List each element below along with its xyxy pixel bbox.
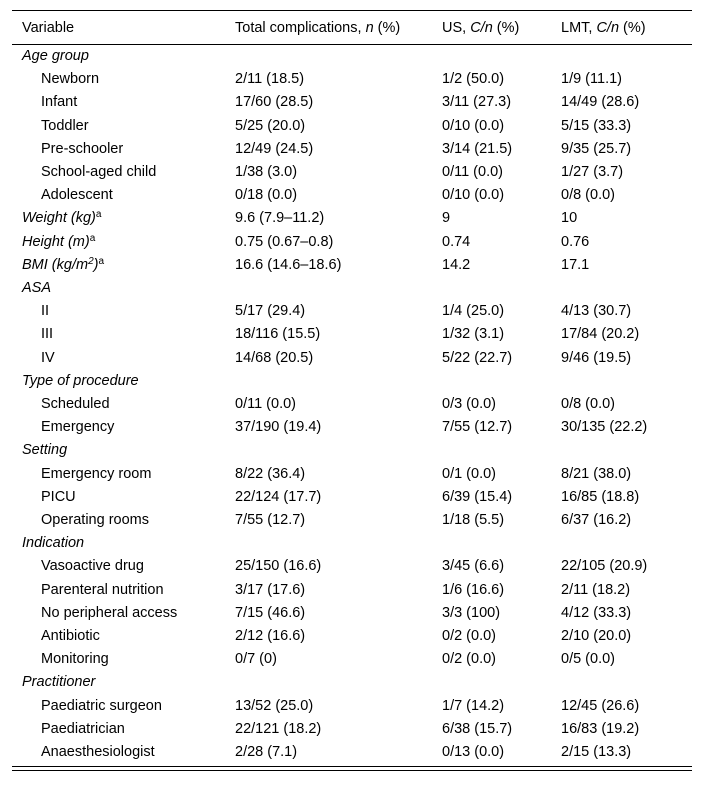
cell-lmt: 4/12 (33.3) [561, 604, 632, 621]
cell-lmt: 14/49 (28.6) [561, 94, 640, 111]
table-row [12, 347, 692, 370]
cell-us: 7/55 (12.7) [442, 419, 513, 436]
row-label: Antibiotic [41, 628, 100, 645]
cell-us: 6/38 (15.7) [442, 720, 513, 737]
row-label: Monitoring [41, 651, 109, 668]
cell-lmt: 2/11 (18.2) [561, 581, 631, 598]
row-label: III [41, 326, 54, 343]
row-label: Toddler [41, 117, 89, 134]
table-row [12, 695, 692, 718]
complications-table-container [12, 10, 692, 771]
row-label: Parenteral nutrition [41, 581, 164, 598]
cell-us: 3/11 (27.3) [442, 94, 512, 111]
row-label: Anaesthesiologist [41, 744, 155, 761]
cell-lmt: 0/8 (0.0) [561, 396, 615, 413]
cell-total: 18/116 (15.5) [235, 326, 321, 343]
cell-lmt: 8/21 (38.0) [561, 465, 632, 482]
cell-total: 37/190 (19.4) [235, 419, 322, 436]
row-label: Newborn [41, 71, 100, 88]
cell-total: 8/22 (36.4) [235, 465, 306, 482]
row-label: Paediatric surgeon [41, 697, 162, 714]
cell-us: 0.74 [442, 233, 471, 250]
cell-total: 7/15 (46.6) [235, 604, 306, 621]
cell-total: 2/12 (16.6) [235, 628, 306, 645]
table-row [12, 300, 692, 323]
complications-table [12, 10, 692, 764]
cell-total: 13/52 (25.0) [235, 697, 314, 714]
cell-total: 9.6 (7.9–11.2) [235, 210, 325, 227]
table-row [12, 486, 692, 509]
cell-total: 2/28 (7.1) [235, 744, 298, 761]
row-label: IV [41, 349, 55, 366]
cell-us: 1/4 (25.0) [442, 303, 505, 320]
cell-total: 14/68 (20.5) [235, 349, 314, 366]
cell-us: 0/2 (0.0) [442, 651, 496, 668]
cell-lmt: 10 [561, 210, 578, 227]
cell-total: 17/60 (28.5) [235, 94, 314, 111]
group-label: Age group [22, 48, 89, 64]
cell-lmt: 0.76 [561, 233, 590, 250]
cell-us: 1/32 (3.1) [442, 326, 505, 343]
cell-lmt: 12/45 (26.6) [561, 697, 640, 714]
cell-total: 25/150 (16.6) [235, 558, 322, 575]
row-label: Pre-schooler [41, 140, 124, 157]
row-label: PICU [41, 488, 76, 505]
cell-total: 1/38 (3.0) [235, 164, 298, 181]
cell-lmt: 30/135 (22.2) [561, 419, 648, 436]
table-row [12, 231, 692, 254]
cell-us: 0/11 (0.0) [442, 164, 503, 181]
group-header-row [12, 277, 692, 300]
cell-lmt: 22/105 (20.9) [561, 558, 648, 575]
cell-lmt: 17/84 (20.2) [561, 326, 640, 343]
cell-lmt: 0/8 (0.0) [561, 187, 615, 204]
table-row [12, 184, 692, 207]
group-header-row [12, 532, 692, 555]
cell-total: 7/55 (12.7) [235, 512, 306, 529]
group-label: Type of procedure [22, 372, 139, 389]
header-total: Total complications, n (%) [235, 11, 442, 45]
table-row [12, 254, 692, 277]
cell-total: 0/18 (0.0) [235, 187, 298, 204]
cell-us: 1/2 (50.0) [442, 71, 505, 88]
cell-total: 0/7 (0) [235, 651, 277, 668]
cell-us: 0/10 (0.0) [442, 187, 505, 204]
row-label: Adolescent [41, 187, 113, 204]
group-label: Setting [22, 442, 68, 459]
table-row [12, 741, 692, 764]
table-body [12, 45, 692, 765]
cell-us: 0/1 (0.0) [442, 465, 496, 482]
cell-total: 0/11 (0.0) [235, 396, 296, 413]
group-header-row [12, 370, 692, 393]
table-row [12, 416, 692, 439]
cell-us: 1/7 (14.2) [442, 697, 505, 714]
cell-lmt: 6/37 (16.2) [561, 512, 632, 529]
cell-lmt: 1/9 (11.1) [561, 71, 622, 88]
table-row [12, 625, 692, 648]
cell-lmt: 9/46 (19.5) [561, 349, 632, 366]
row-label: School-aged child [41, 164, 157, 181]
cell-us: 0/3 (0.0) [442, 396, 496, 413]
cell-us: 0/2 (0.0) [442, 628, 496, 645]
table-row [12, 323, 692, 346]
cell-total: 0.75 (0.67–0.8) [235, 233, 334, 250]
table-row [12, 602, 692, 625]
cell-total: 3/17 (17.6) [235, 581, 306, 598]
cell-lmt: 0/5 (0.0) [561, 651, 615, 668]
row-label: Infant [41, 94, 78, 111]
table-row [12, 463, 692, 486]
table-row [12, 68, 692, 91]
cell-us: 9 [442, 210, 451, 227]
cell-total: 22/121 (18.2) [235, 720, 322, 737]
cell-lmt: 2/10 (20.0) [561, 628, 632, 645]
cell-lmt: 2/15 (13.3) [561, 744, 632, 761]
cell-us: 5/22 (22.7) [442, 349, 513, 366]
cell-total: 5/17 (29.4) [235, 303, 306, 320]
cell-us: 0/10 (0.0) [442, 117, 505, 134]
cell-lmt: 16/85 (18.8) [561, 488, 640, 505]
table-row [12, 718, 692, 741]
cell-lmt: 9/35 (25.7) [561, 140, 632, 157]
group-label: ASA [22, 280, 52, 297]
group-header-row [12, 45, 692, 69]
group-header-row [12, 671, 692, 694]
row-label: Height $(m)^a$ [22, 232, 96, 250]
row-label: No peripheral access [41, 604, 178, 621]
cell-us: 6/39 (15.4) [442, 488, 513, 505]
row-label: BMI $(kg/m^2)^a$ [22, 255, 105, 273]
cell-total: 16.6 (14.6–18.6) [235, 256, 342, 273]
group-label: Indication [22, 535, 85, 552]
table-row [12, 138, 692, 161]
cell-total: 12/49 (24.5) [235, 140, 314, 157]
table-row [12, 115, 692, 138]
cell-us: 3/45 (6.6) [442, 558, 505, 575]
row-label: II [41, 303, 50, 320]
row-label: Scheduled [41, 396, 110, 413]
table-header-row [12, 11, 692, 45]
cell-us: 3/3 (100) [442, 604, 501, 621]
row-label: Emergency room [41, 465, 152, 482]
cell-us: 1/18 (5.5) [442, 512, 505, 529]
cell-total: 2/11 (18.5) [235, 71, 305, 88]
cell-lmt: 1/27 (3.7) [561, 164, 624, 181]
cell-us: 3/14 (21.5) [442, 140, 513, 157]
table-row [12, 91, 692, 114]
cell-total: 5/25 (20.0) [235, 117, 306, 134]
cell-lmt: 4/13 (30.7) [561, 303, 632, 320]
cell-lmt: 5/15 (33.3) [561, 117, 632, 134]
table-bottom-rule [12, 766, 692, 771]
table-row [12, 648, 692, 671]
table-row [12, 207, 692, 230]
cell-us: 14.2 [442, 256, 471, 273]
row-label: Weight (kg)$^a$ [22, 209, 102, 227]
row-label: Emergency [41, 419, 115, 436]
table-row [12, 161, 692, 184]
table-row [12, 509, 692, 532]
table-row [12, 393, 692, 416]
group-header-row [12, 439, 692, 462]
cell-us: 0/13 (0.0) [442, 744, 505, 761]
cell-us: 1/6 (16.6) [442, 581, 505, 598]
row-label: Paediatrician [41, 720, 125, 737]
header-variable: Variable [12, 11, 235, 45]
cell-lmt: 16/83 (19.2) [561, 720, 640, 737]
table-row [12, 555, 692, 578]
cell-lmt: 17.1 [561, 256, 590, 273]
row-label: Vasoactive drug [41, 558, 144, 575]
header-lmt: LMT, C/n (%) [561, 11, 692, 45]
row-label: Operating rooms [41, 512, 149, 529]
header-us: US, C/n (%) [442, 11, 561, 45]
cell-total: 22/124 (17.7) [235, 488, 322, 505]
group-label: Practitioner [22, 674, 96, 691]
table-row [12, 579, 692, 602]
